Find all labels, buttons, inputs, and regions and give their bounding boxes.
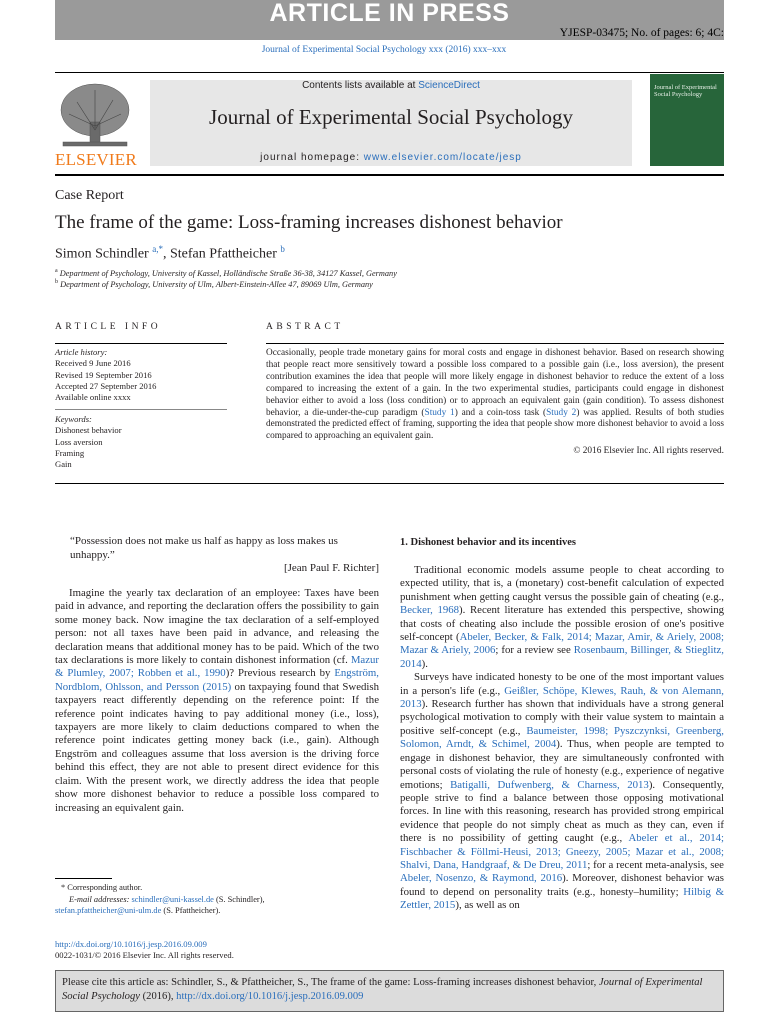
footnote-rule xyxy=(55,878,112,879)
paragraph-segment: Imagine the yearly tax declaration of an employee: Taxes have been paid in advance, and reporting the declaration offers the possibility to gain some money back. Now imagine the tax declaration of a self-employed person: not all taxes have been paid in advance, and releasing the declaration means that additional money has to be paid. Which of the two tax declarations is more likely to contain dishonest information (cf. xyxy=(55,587,379,667)
paragraph-segment: Traditional economic models assume people to cheat according to expected utility, that is, a (monetary) cost-benefit calculation of expected punishment when getting caught versus the possible gain of cheating (e.g., xyxy=(400,564,724,603)
journal-reference-text[interactable]: Journal of Experimental Social Psychology xxx (2016) xxx–xxx xyxy=(261,45,507,55)
keyword-item: Gain xyxy=(55,459,72,470)
paragraph-segment: ). Research further has shown that individuals have a strong general psychological motivation to comply with their value system to maintain a positive self-concept (e.g., xyxy=(400,698,724,737)
author-list xyxy=(55,244,285,263)
history-item: Revised 19 September 2016 xyxy=(55,369,152,380)
citation-segment: Please cite this article as: Schindler, S., & Pfattheicher, S., The frame of the game: Loss-framing increases dishonest behavior, xyxy=(62,977,599,988)
author-separator: , xyxy=(162,246,170,262)
cover-title: Journal of Experimental Social Psychology xyxy=(654,84,717,98)
email-line xyxy=(55,894,385,906)
affiliation-text: Department of Psychology, University of Ulm, Albert-Einstein-Allee 47, 89069 Ulm, Germany xyxy=(60,279,373,289)
paragraph-segment: ). Consequently, people strive to find a balance between those opposing motivational forces. In line with this reasoning, research has provided strong empirical evidence that people do not simply cheat as much as they can, even if there is no possibility of getting caught (e.g., xyxy=(400,778,724,845)
email-link[interactable]: stefan.pfattheicher@uni-ulm.de xyxy=(55,906,162,915)
paragraph-segment: ). Thus, when people are tempted to engage in dishonest behavior, they are simultaneously confronted with personal costs of violating the rule of honesty (e.g., experience of negative emotions; xyxy=(400,738,724,791)
affiliation-text: Department of Psychology, University of Kassel, Holländische Straße 36-38, 34127 Kassel, Germany xyxy=(59,268,397,278)
abstract-text xyxy=(266,348,724,443)
doi-link[interactable]: http://dx.doi.org/10.1016/j.jesp.2016.09.009 xyxy=(55,939,207,949)
journal-homepage-line xyxy=(150,152,632,163)
citation-link[interactable]: Abeler, Becker, & Falk, 2014; Mazar, Amir, & Ariely, 2008; Mazar & Ariely, 2006 xyxy=(400,631,724,657)
citation-segment: (2016), xyxy=(139,991,177,1002)
history-item: Available online xxxx xyxy=(55,392,131,403)
citation-link[interactable]: Mazur & Plumley, 2007; Robben et al., 1990 xyxy=(55,654,379,680)
article-history xyxy=(55,347,227,403)
study1-link[interactable]: Study 1 xyxy=(424,407,455,418)
citation-link[interactable]: Becker, 1968 xyxy=(400,604,460,617)
epigraph-attribution: [Jean Paul F. Richter] xyxy=(283,562,379,574)
issn-line: 0022-1031/© 2016 Elsevier Inc. All rights reserved. xyxy=(55,950,234,961)
paragraph xyxy=(400,671,724,912)
author-name: Simon Schindler xyxy=(55,246,149,262)
citation-link[interactable]: Engström, Nordblom, Ohlsson, and Persson (2015) xyxy=(55,667,379,693)
corresponding-author-note: * Corresponding author. xyxy=(61,883,143,892)
paragraph-segment: Surveys have indicated honesty to be one of the most important values in a person's life (e.g., xyxy=(400,671,724,697)
citation-link[interactable]: Geißler, Schöpe, Klewes, Rauh, & von Alemann, 2013 xyxy=(400,684,724,711)
author-name: Stefan Pfattheicher xyxy=(169,246,277,262)
paragraph-segment: ). Recent literature has extended this perspective, showing that costs of cheating also include the possible erosion of one's positive self-concept ( xyxy=(400,604,724,644)
citation-link[interactable]: Abeler, Nosenzo, & Raymond, 2016 xyxy=(400,872,563,885)
history-item: Accepted 27 September 2016 xyxy=(55,380,157,391)
citation-link[interactable]: Rosenbaum, Billinger, & Stieglitz, 2014 xyxy=(400,644,724,670)
paragraph-segment: )? Previous research by xyxy=(225,667,335,680)
publisher-name: ELSEVIER xyxy=(55,150,137,169)
keyword-item: Loss aversion xyxy=(55,436,103,447)
email-link[interactable]: schindler@uni-kassel.de xyxy=(131,894,214,904)
sciencedirect-link[interactable]: ScienceDirect xyxy=(418,80,480,91)
citation-text xyxy=(62,976,717,1004)
abstract-segment: ) and a coin-toss task ( xyxy=(454,407,547,418)
email-owner: (S. Schindler), xyxy=(213,894,265,904)
affiliation-b xyxy=(55,279,373,289)
citation-link[interactable]: Abeler et al., 2014; Fischbacher & Föllmi-Heusi, 2013; Gneezy, 2005; Mazar et al., 2008; Shalvi, Dana, Handgraaf, & De Dreu, 2011 xyxy=(400,832,724,871)
affiliation-marker: b xyxy=(55,279,58,285)
study2-link[interactable]: Study 2 xyxy=(546,407,577,418)
citation-journal: Journal of Experimental Social Psychology xyxy=(62,977,703,1002)
masthead-top-rule xyxy=(55,72,724,73)
intro-paragraph xyxy=(55,587,379,815)
paragraph-segment: ). Moreover, dishonest behavior was found to depend on personality traits (e.g., honesty–humility; xyxy=(400,872,724,898)
journal-title: Journal of Experimental Social Psychology xyxy=(209,105,573,129)
article-info-heading: ARTICLE INFO xyxy=(55,322,162,332)
section-text xyxy=(400,564,724,913)
citation-link[interactable]: Baumeister, 1998; Pyszczynksi, Greenberg, Solomon, Arndt, & Schimel, 2004 xyxy=(400,724,724,751)
paragraph-segment: on taxpaying found that Swedish taxpayers react differently depending on the reference point: If the reference point indicates having to pay additional money (i.e., loss), taxpayers are more likely to claim deductions compared to when the reference point indicates getting money back (i.e., gain). Although Engström and colleagues assume that loss aversion is the driving force behind this effect, they are not able to present direct evidence for this claim. With the present work, we directly address the idea that people show more dishonest behavior to reduce a possible loss compared to increasing an equivalent gain. xyxy=(55,680,379,814)
homepage-prefix: journal homepage: xyxy=(260,152,364,163)
abstract-rule xyxy=(266,343,724,344)
paragraph xyxy=(400,564,724,671)
author-affiliation-link[interactable]: a,* xyxy=(152,244,163,254)
keyword-item: Framing xyxy=(55,447,85,458)
affiliation-a xyxy=(55,268,397,278)
paragraph-segment: ). xyxy=(421,657,428,670)
citation-doi-link[interactable]: http://dx.doi.org/10.1016/j.jesp.2016.09.009 xyxy=(176,991,364,1002)
section-heading: 1. Dishonest behavior and its incentives xyxy=(400,537,576,548)
contents-line xyxy=(150,80,632,91)
author-affiliation-link[interactable]: b xyxy=(280,244,285,254)
keyword-item: Dishonest behavior xyxy=(55,425,122,436)
abstract-segment: ) was applied. Results of both studies demonstrated the predicted effect of framing, supporting the idea that people show more dishonest behavior to avoid a loss compared to approaching an equivalent gain. xyxy=(266,407,725,442)
history-item: Received 9 June 2016 xyxy=(55,358,131,369)
front-matter-rule xyxy=(55,483,724,484)
manuscript-id: YJESP-03475; No. of pages: 6; 4C: xyxy=(559,27,724,39)
email-line xyxy=(55,905,385,917)
homepage-link[interactable]: www.elsevier.com/locate/jesp xyxy=(363,152,522,163)
info-divider xyxy=(55,409,227,410)
article-info-rule xyxy=(55,343,227,344)
citation-link[interactable]: Hilbig & Zettler, 2015 xyxy=(400,885,724,912)
footnotes xyxy=(55,882,385,917)
banner-title: ARTICLE IN PRESS xyxy=(269,0,510,27)
email-label: E-mail addresses: xyxy=(69,894,132,904)
article-type: Case Report xyxy=(55,188,124,203)
history-label: Article history: xyxy=(55,347,108,357)
epigraph-quote: “Possession does not make us half as happy as loss makes us unhappy.” xyxy=(70,535,338,561)
masthead-bottom-rule xyxy=(55,174,724,176)
doi-block xyxy=(55,939,234,962)
contents-prefix: Contents lists available at xyxy=(302,80,419,91)
paragraph-segment: ; for a recent meta-analysis, see xyxy=(587,858,724,871)
email-owner: (S. Pfattheicher). xyxy=(161,906,221,915)
article-title: The frame of the game: Loss-framing increases dishonest behavior xyxy=(55,212,563,233)
abstract-copyright: © 2016 Elsevier Inc. All rights reserved. xyxy=(573,446,724,456)
citation-link[interactable]: Batigalli, Dufwenberg, & Charness, 2013 xyxy=(450,778,649,791)
keywords-label: Keywords: xyxy=(55,414,92,424)
journal-reference-link[interactable] xyxy=(0,45,768,55)
abstract-heading: ABSTRACT xyxy=(266,322,344,332)
abstract-segment: Occasionally, people trade monetary gains for moral costs and engage in dishonest behavior. Based on research showing that people react more sensitively toward a possible loss compared to a possible gain (i.e., loss aversion), the present contribution examines the idea that people will more likely engage in dishonest behavior to reduce the extent of a loss compared to increasing the extent of a gain. In the two experimental studies, participants could engage in dishonest behavior either to avoid a loss (loss condition) or to approach an equivalent gain (gain condition). To assess dishonest behavior, a die-under-the-cup paradigm ( xyxy=(266,348,724,418)
paragraph-segment: ; for a review see xyxy=(495,644,574,657)
affiliation-marker: a xyxy=(55,268,58,274)
keywords xyxy=(55,414,227,470)
paragraph-segment: ), as well as on xyxy=(455,899,520,912)
